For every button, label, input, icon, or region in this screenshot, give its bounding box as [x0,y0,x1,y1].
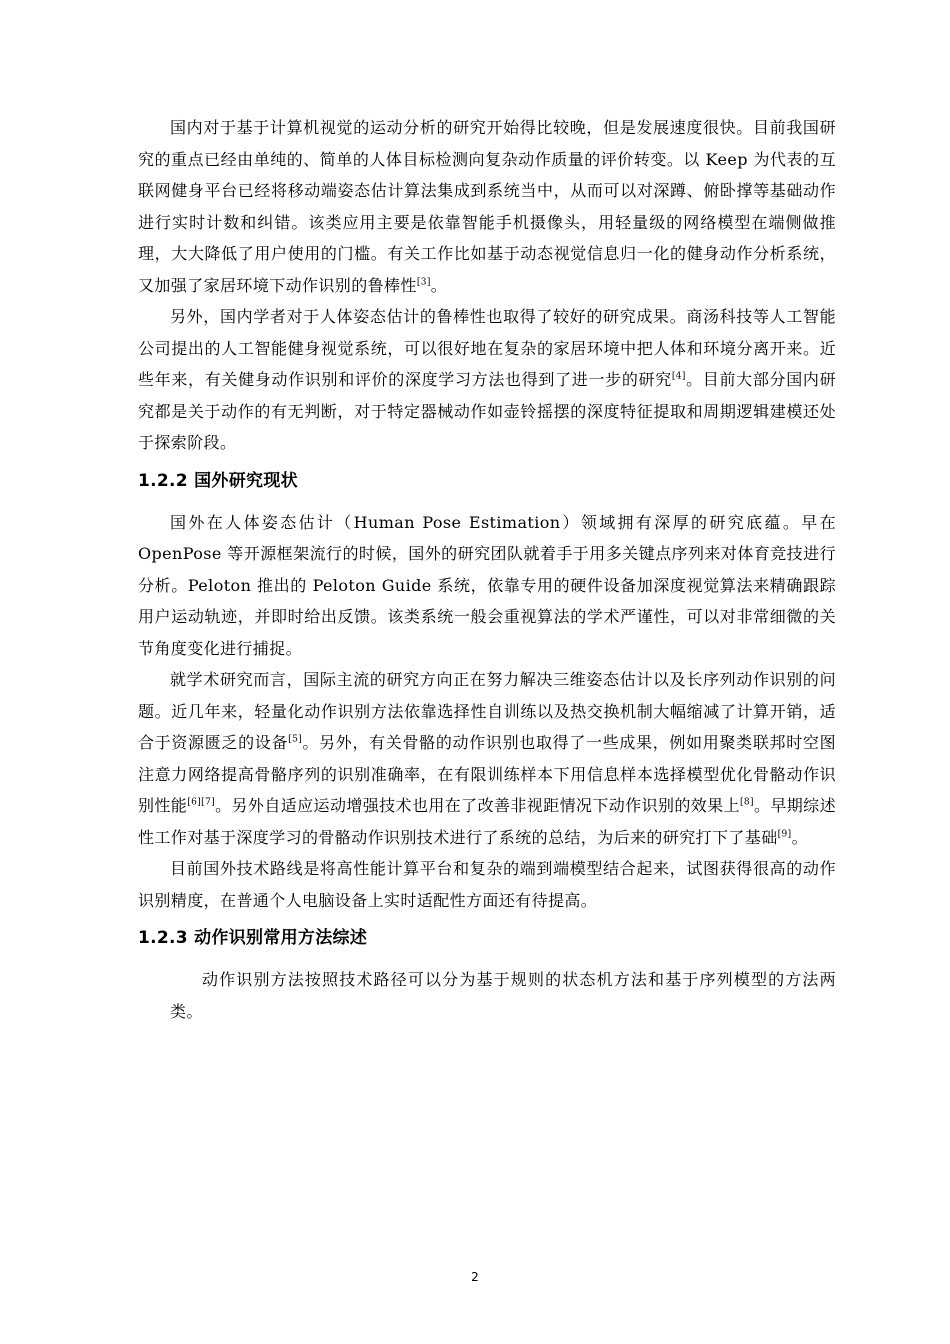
paragraph-text: 。目前大部分国内研究都是关于动作的有无判断，对于特定器械动作如壶铃摇摆的深度特征提取和周期逻辑建模还处于探索阶段。 [138,370,836,452]
paragraph-domestic-robustness [138,301,836,459]
paragraph-domestic-research [138,112,836,301]
page-number: 2 [471,1270,479,1284]
paragraph-methods-intro [138,964,836,1027]
paragraph-foreign-academic [138,664,836,853]
paragraph-foreign-pose-estimation [138,507,836,665]
citation-ref: [6][7] [187,797,216,808]
paragraph-text: 另外，国内学者对于人体姿态估计的鲁棒性也取得了较好的研究成果。商汤科技等人工智能公司提出的人工智能健身视觉系统，可以很好地在复杂的家居环境中把人体和环境分离开来。近些年来，有关健身动作识别和评价的深度学习方法也得到了进一步的研究 [138,307,836,389]
citation-ref: [9] [777,829,792,840]
paragraph-text: 。另外，有关骨骼的动作识别也取得了一些成果，例如用聚类联邦时空图注意力网络提高骨骼序列的识别准确率，在有限训练样本下用信息样本选择模型优化骨骼动作识别性能 [138,733,836,815]
paragraph-text: 。另外自适应运动增强技术也用在了改善非视距情况下动作识别的效果上 [215,796,741,815]
paragraph-text: 国内对于基于计算机视觉的运动分析的研究开始得比较晚，但是发展速度很快。目前我国研究的重点已经由单纯的、简单的人体目标检测向复杂动作质量的评价转变。以 Keep 为代表的互联网健身平台已经将移动端姿态估计算法集成到系统当中，从而可以对深蹲、俯卧撑等基础动作进行实时计数和纠错。该类应用主要是依靠智能手机摄像头，用轻量级的网络模型在端侧做推理，大大降低了用户使用的门槛。有关工作比如基于动态视觉信息归一化的健身动作分析系统，又加强了家居环境下动作识别的鲁棒性 [138,118,836,295]
citation-ref: [3] [416,277,431,288]
paragraph-text: 。 [430,275,448,295]
paragraph-text: 。 [791,827,808,847]
paragraph-text: 动作识别方法按照技术路径可以分为基于规则的状态机方法和基于序列模型的方法两类。 [170,970,836,1021]
paragraph-text: 。早期综述性工作对基于深度学习的骨骼动作识别技术进行了系统的总结，为后来的研究打下了基础 [138,796,836,847]
paragraph-foreign-tech-route [138,853,836,916]
citation-ref: [8] [740,797,754,808]
section-heading-methods-overview: 1.2.3 动作识别常用方法综述 [138,928,368,948]
section-heading-foreign-research: 1.2.2 国外研究现状 [138,470,298,491]
page-body [138,112,836,1027]
paragraph-text: 就学术研究而言，国际主流的研究方向正在努力解决三维姿态估计以及长序列动作识别的问题。近几年来，轻量化动作识别方法依靠选择性自训练以及热交换机制大幅缩减了计算开销，适合于资源匮乏的设备 [138,670,836,752]
citation-ref: [5] [288,734,303,745]
citation-ref: [4] [671,371,686,382]
paragraph-text: 目前国外技术路线是将高性能计算平台和复杂的端到端模型结合起来，试图获得很高的动作识别精度，在普通个人电脑设备上实时适配性方面还有待提高。 [138,859,836,910]
paragraph-text: 国外在人体姿态估计（Human Pose Estimation）领域拥有深厚的研究底蕴。早在 OpenPose 等开源框架流行的时候，国外的研究团队就着手于用多关键点序列来对体育竞技进行分析。Peloton 推出的 Peloton Guide 系统，依靠专用的硬件设备加深度视觉算法来精确跟踪用户运动轨迹，并即时给出反馈。该类系统一般会重视算法的学术严谨性，可以对非常细微的关节角度变化进行捕捉。 [138,512,836,658]
